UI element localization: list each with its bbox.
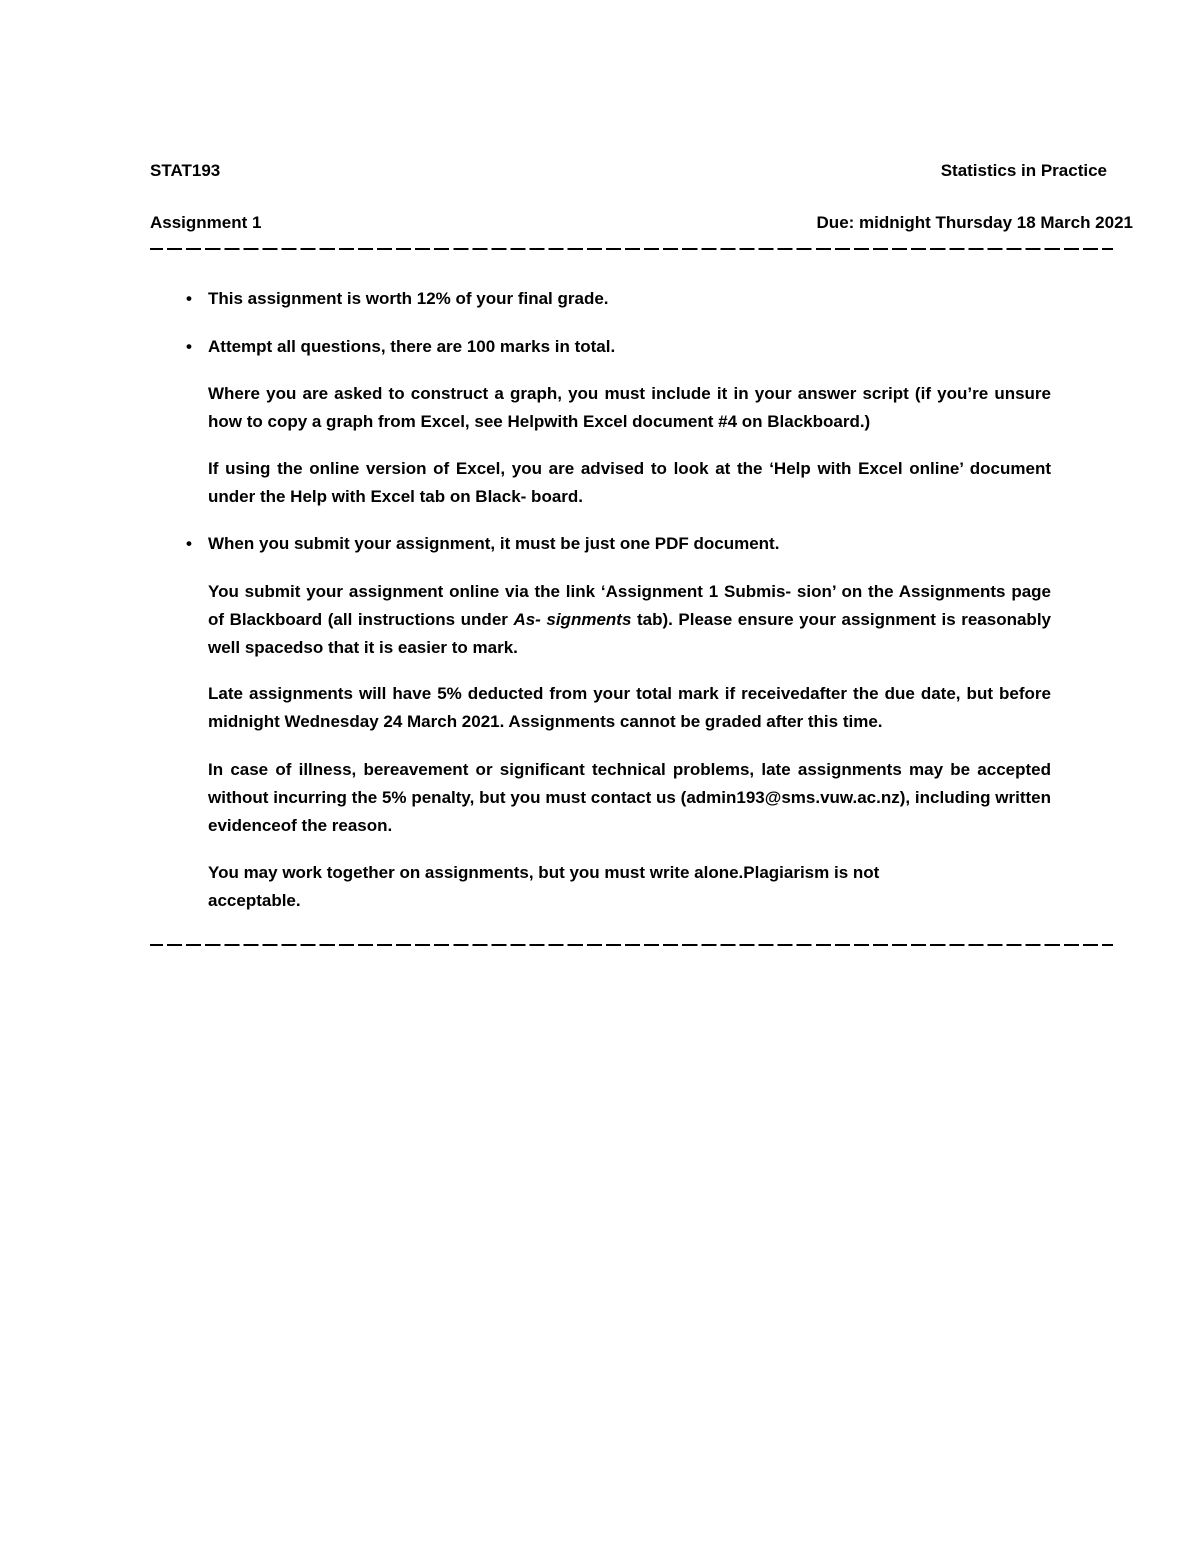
paragraph-excel-online: If using the online version of Excel, you are advised to look at the ‘Help with Excel online’ document under the Help with Excel tab on Black- board. [208, 459, 1051, 506]
paragraph-submit-part-a: You submit your assignment online via the link ‘Assignment 1 Submis- sion’ on the Assignments page of Blackboard (all instructions under [208, 582, 1051, 629]
due-date: Due: midnight Thursday 18 March 2021 [816, 213, 1133, 232]
bullet-text: When you submit your assignment, it must be just one PDF document. [208, 534, 780, 553]
paragraph-submit-italic: As- signments [513, 610, 632, 629]
bullet-icon: • [186, 534, 192, 553]
bullet-item-marks [186, 333, 1051, 361]
paragraph-submit-part-b: tab). Please ensure your assignment is reasonably well spacedso that it is easier to mark. [208, 610, 1051, 657]
paragraph-illness: In case of illness, bereavement or significant technical problems, late assignments may be accepted without incurring the 5% penalty, but you must contact us (admin193@sms.vuw.ac.nz), including written evidenceof the reason. [208, 760, 1051, 835]
bullet-text: Attempt all questions, there are 100 marks in total. [208, 337, 616, 356]
bullet-icon: • [186, 337, 192, 356]
paragraph-submit [208, 578, 1051, 662]
bullet-text: This assignment is worth 12% of your final grade. [208, 289, 609, 308]
paragraph-graph: Where you are asked to construct a graph, you must include it in your answer script (if you’re unsure how to copy a graph from Excel, see Helpwith Excel document #4 on Blackboard.) [208, 384, 1051, 431]
divider-top [150, 248, 1113, 250]
bullet-item-pdf [186, 530, 1051, 558]
paragraph-plagiarism: You may work together on assignments, but you must write alone.Plagiarism is not acceptable. [208, 863, 880, 910]
bullet-icon: • [186, 289, 192, 308]
course-code: STAT193 [150, 161, 221, 180]
course-title: Statistics in Practice [940, 161, 1107, 180]
paragraph-late: Late assignments will have 5% deducted from your total mark if receivedafter the due date, but before midnight Wednesday 24 March 2021. Assignments cannot be graded after this time. [208, 684, 1051, 731]
assignment-label: Assignment 1 [150, 213, 262, 232]
divider-bottom [150, 944, 1113, 946]
bullet-item-worth [186, 285, 1051, 313]
